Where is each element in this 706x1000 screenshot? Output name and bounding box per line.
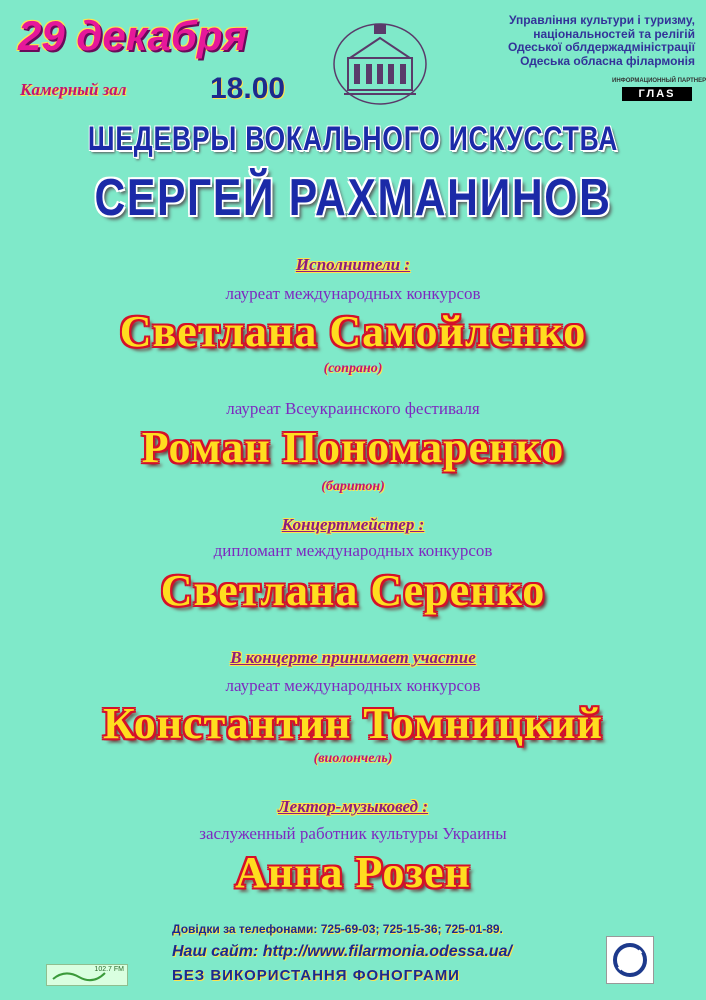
- organizer-line: Одеської облдержадміністрації: [507, 40, 695, 54]
- accompanist-subtitle: дипломант международных конкурсов: [213, 541, 493, 560]
- accompanist-label: Концертмейстер :: [281, 515, 425, 534]
- radio-logo-icon: [46, 964, 128, 986]
- radio-frequency: 102.7 FM: [94, 966, 124, 973]
- performers-label: Исполнители :: [295, 255, 411, 274]
- guest-subtitle: лауреат международных конкурсов: [225, 676, 481, 695]
- artist1-voice: (сопрано): [323, 361, 383, 376]
- organizer-block: [445, 14, 695, 68]
- building-emblem-icon: [330, 18, 430, 108]
- accompanist-name: Светлана Серенко: [160, 566, 546, 615]
- partner-label: ИНФОРМАЦИОННЫЙ ПАРТНЕР: [612, 78, 706, 84]
- partner-logo: ГЛАS: [622, 87, 692, 101]
- artist2-voice: (баритон): [321, 479, 385, 494]
- concert-date: 29 декабря: [18, 12, 248, 59]
- artist2-subtitle: лауреат Всеукраинского фестиваля: [226, 399, 480, 418]
- phone-numbers: Довідки за телефонами: 725-69-03; 725-15-36; 725-01-89.: [172, 922, 503, 936]
- website-link[interactable]: Наш сайт: http://www.filarmonia.odessa.ua/: [172, 943, 512, 960]
- artist1-name: Светлана Самойленко: [119, 307, 587, 356]
- guest-voice: (виолончель): [313, 751, 393, 766]
- organizer-line: Одеська обласна філармонія: [520, 53, 695, 68]
- concert-time: 18.00: [210, 72, 286, 105]
- artist1-subtitle: лауреат международных конкурсов: [225, 284, 481, 303]
- no-phonogram-notice: БЕЗ ВИКОРИСТАННЯ ФОНОГРАМИ: [172, 967, 460, 984]
- lecturer-name: Анна Розен: [235, 848, 471, 897]
- guest-label: В концерте принимает участие: [230, 648, 476, 667]
- composer-title: СЕРГЕЙ РАХМАНИНОВ: [94, 169, 612, 227]
- round-logo-icon: [606, 936, 654, 984]
- guest-name: Константин Томницкий: [102, 699, 604, 748]
- lecturer-label: Лектор-музыковед :: [278, 797, 428, 816]
- lecturer-subtitle: заслуженный работник культуры Украины: [199, 824, 507, 843]
- artist2-name: Роман Пономаренко: [141, 423, 565, 472]
- organizer-line: Управління культури і туризму,: [508, 13, 695, 27]
- venue-label: Камерный зал: [20, 80, 127, 99]
- program-title: ШЕДЕВРЫ ВОКАЛЬНОГО ИСКУССТВА: [87, 120, 619, 158]
- organizer-line: національностей та релігій: [533, 26, 695, 41]
